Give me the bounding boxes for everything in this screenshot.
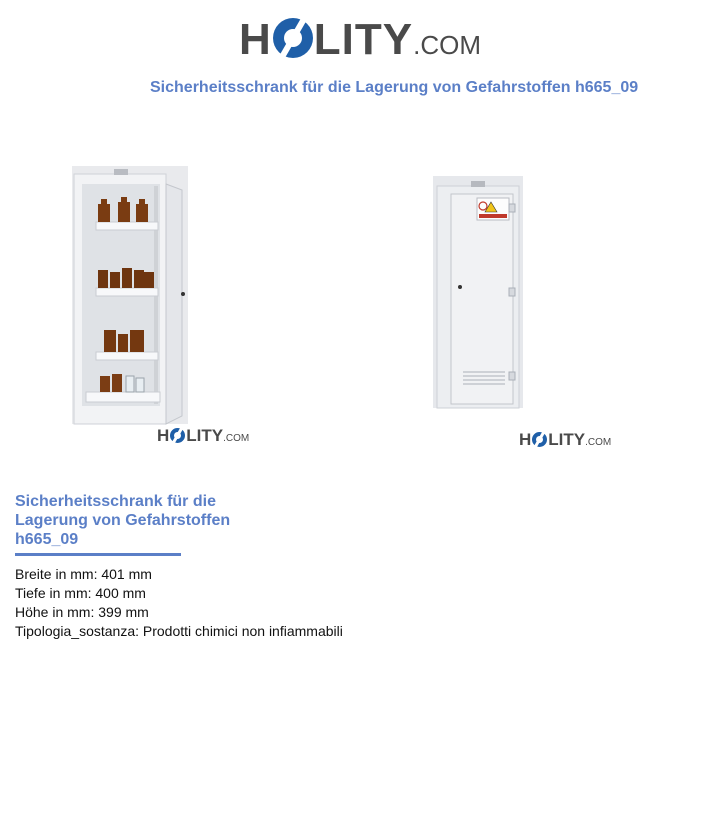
- watermark-o-icon: [170, 428, 185, 443]
- logo-dotcom: .COM: [413, 30, 481, 60]
- spec-list: [15, 565, 343, 641]
- logo-text-end: LITY: [313, 15, 414, 64]
- logo-o-icon: [273, 18, 313, 58]
- holity-logo[interactable]: [0, 14, 720, 71]
- watermark-closed-cabinet: H LITY.COM: [519, 430, 612, 449]
- product-title: Sicherheitsschrank für die Lagerung von Gefahrstoffen h665_09: [15, 493, 231, 548]
- spec-substance-type: Tipologia_sostanza: Prodotti chimici non infiammabili: [15, 623, 343, 639]
- product-image-open-cabinet[interactable]: [72, 166, 190, 426]
- product-image-closed-cabinet[interactable]: [433, 176, 523, 410]
- page-title: Sicherheitsschrank für die Lagerung von Gefahrstoffen h665_09: [150, 79, 639, 96]
- logo-text-start: H: [239, 15, 272, 64]
- spec-width: Breite in mm: 401 mm: [15, 566, 152, 582]
- spec-height: Höhe in mm: 399 mm: [15, 604, 149, 620]
- title-underline: [15, 553, 181, 556]
- watermark-o-icon: [532, 432, 547, 447]
- watermark-open-cabinet: H LITY.COM: [157, 426, 250, 445]
- spec-depth: Tiefe in mm: 400 mm: [15, 585, 146, 601]
